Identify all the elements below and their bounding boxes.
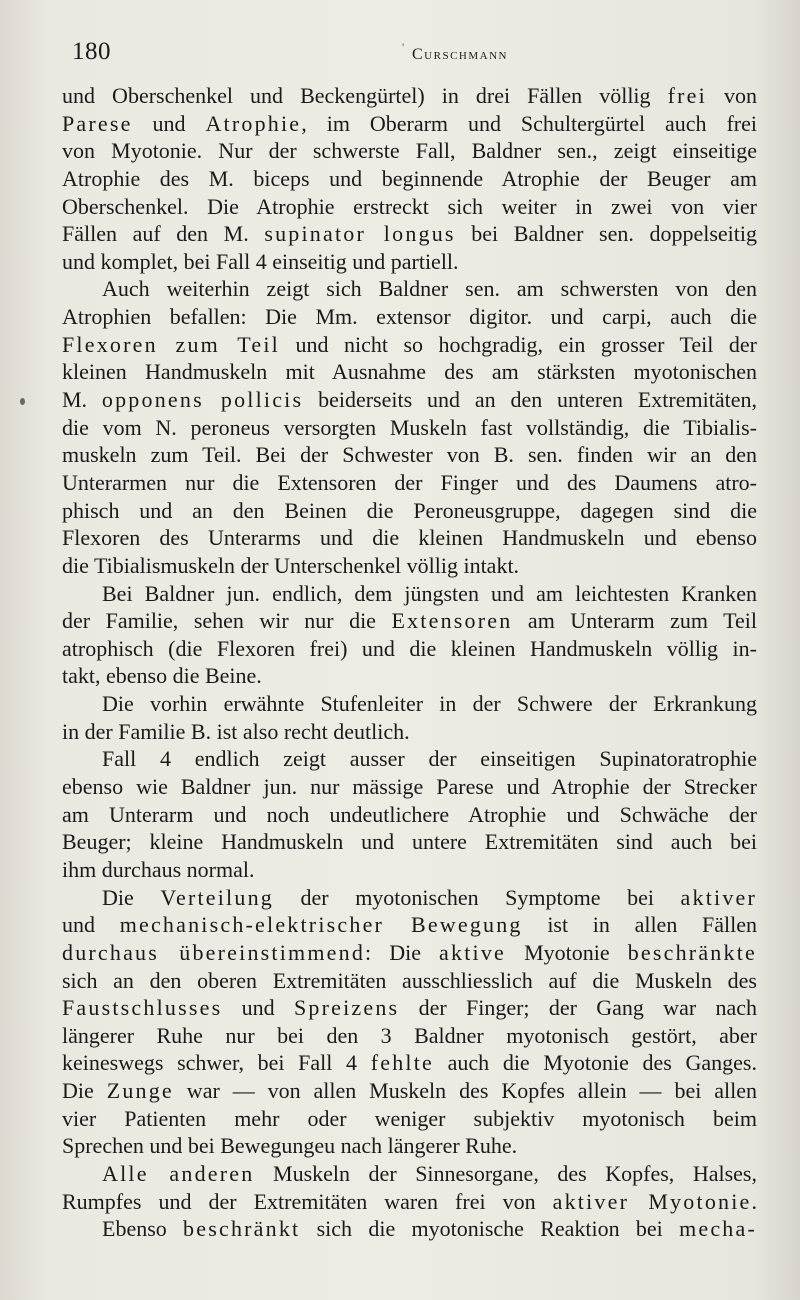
text-line [62,939,757,967]
text-line [62,718,757,746]
text-segment: Auch weiterhin zeigt sich Baldner sen. am schwersten von den [102,276,757,302]
spaced-emphasis: opponens pollicis [101,387,304,413]
text-line [62,1132,757,1160]
text-segment: keineswegs schwer, bei Fall 4 [62,1050,371,1076]
text-segment: sich die myotonische Reaktion bei [300,1216,680,1242]
text-line [62,552,757,580]
text-segment: die Tibialismuskeln der Unterschenkel völlig intakt. [62,552,520,578]
text-segment: phisch und an den Beinen die Peroneusgruppe, dagegen sind die [62,497,757,523]
text-segment: vier Patienten mehr oder weniger subjektiv myotonisch beim [62,1105,757,1131]
spaced-emphasis: Extensoren [391,608,513,634]
text-segment: war — von allen Muskeln des Kopfes allein — bei allen [173,1078,757,1104]
text-segment: sich an den oberen Extremitäten ausschliesslich auf die Muskeln des [62,967,757,993]
text-segment: und [222,995,294,1021]
text-line [62,137,757,165]
text-line [62,1049,757,1077]
spaced-emphasis: beschränkte [627,939,757,965]
text-segment: und Oberschenkel und Beckengürtel) in drei Fällen völlig [62,83,668,108]
text-line [62,386,757,414]
text-line [62,414,757,442]
page-number: 180 [72,38,111,65]
text-line [62,828,757,856]
text-line [62,82,757,110]
text-segment: M. [62,387,102,413]
spaced-emphasis: mecha- [679,1216,757,1242]
spaced-emphasis: fehlte [370,1050,434,1076]
spaced-emphasis: mechanisch-elektrischer Bewegung [119,912,523,938]
text-segment: Atrophie des M. biceps und beginnende Atrophie der Beuger am [62,165,757,191]
header-mark: ' [402,40,405,54]
text-segment: längerer Ruhe nur bei den 3 Baldner myotonisch gestört, aber [62,1022,757,1048]
spaced-emphasis: aktive [439,939,507,965]
spaced-emphasis: supinator longus [264,221,456,247]
text-segment: Sprechen und bei Bewegungeu nach längerer Ruhe. [62,1133,518,1159]
text-segment: auch die Myotonie des Ganges. [433,1050,757,1076]
text-segment: am Unterarm und noch undeutlichere Atrophie und Schwäche der [62,801,757,827]
spaced-emphasis: Zunge [106,1078,174,1104]
text-line [62,248,757,276]
text-segment: Myotonie [506,939,628,965]
text-segment: der Familie, sehen wir nur die [62,608,392,634]
spaced-emphasis: durchaus übereinstimmend [62,939,366,965]
text-line [62,110,757,138]
text-segment: Flexoren des Unterarms und die kleinen Handmuskeln und ebenso [62,525,757,551]
text-segment: atrophisch (die Flexoren frei) und die kleinen Handmuskeln völlig in- [62,635,757,661]
spaced-emphasis: aktiver [680,884,758,910]
text-line [62,524,757,552]
text-line [62,967,757,995]
text-line [62,1160,757,1188]
text-segment: von [706,83,758,108]
text-segment: Bei Baldner jun. endlich, dem jüngsten und am leichtesten Kranken [102,580,757,606]
text-segment: : Die [365,939,440,965]
text-line [62,220,757,248]
text-line [62,358,757,386]
text-line [62,165,757,193]
spaced-emphasis: Spreizens [293,995,400,1021]
text-line [62,635,757,663]
page-header [62,38,742,68]
text-line [62,662,757,690]
body-text [62,82,757,1243]
text-line [62,884,757,912]
text-segment: ist in allen Fällen [522,912,757,938]
text-line [62,441,757,469]
text-segment: Rumpfes und der Extremitäten waren frei von [62,1188,553,1214]
text-segment: der Finger; der Gang war nach [399,995,757,1021]
text-segment: Atrophien befallen: Die Mm. extensor digitor. und carpi, auch die [62,304,757,330]
text-segment: Fällen auf den M. [62,221,265,247]
text-segment: bei Baldner sen. doppelseitig [455,221,757,247]
text-segment: von Myotonie. Nur der schwerste Fall, Baldner sen., zeigt einseitige [62,138,757,164]
spaced-emphasis: Faustschlusses [62,995,223,1021]
text-line [62,994,757,1022]
text-segment: in der Familie B. ist also recht deutlich. [62,718,410,744]
text-line [62,911,757,939]
margin-mark [20,398,25,405]
text-segment: , im Oberarm und Schultergürtel auch frei [301,110,757,136]
text-segment: Oberschenkel. Die Atrophie erstreckt sich weiter in zwei von vier [62,193,757,219]
text-segment: . [751,1188,758,1214]
text-segment: Muskeln der Sinnesorgane, des Kopfes, Halses, [254,1160,757,1186]
text-line [62,303,757,331]
text-segment: der myotonischen Symptome bei [273,884,681,910]
running-head: Curschmann [412,46,508,63]
text-segment: Die [62,1078,107,1104]
spaced-emphasis: frei [667,83,707,108]
text-line [62,1105,757,1133]
text-line [62,469,757,497]
text-line [62,690,757,718]
text-segment: Die [102,884,161,910]
text-line [62,856,757,884]
text-segment: und nicht so hochgradig, ein grosser Teil der [279,331,757,357]
text-segment: und [132,110,206,136]
text-segment: muskeln zum Teil. Bei der Schwester von B. sen. finden wir an den [62,442,757,468]
text-segment: takt, ebenso die Beine. [62,663,262,689]
spaced-emphasis: Parese [62,110,133,136]
text-segment: und [62,912,120,938]
text-line [62,1077,757,1105]
text-segment: Ebenso [102,1216,184,1242]
text-line [62,1215,757,1243]
text-line [62,193,757,221]
text-segment: kleinen Handmuskeln mit Ausnahme des am stärksten myotonischen [62,359,757,385]
text-segment: Unterarmen nur die Extensoren der Finger und des Daumens atro- [62,469,757,495]
text-segment: Beuger; kleine Handmuskeln und untere Extremitäten sind auch bei [62,829,757,855]
spaced-emphasis: Flexoren zum Teil [62,331,280,357]
spaced-emphasis: Alle anderen [102,1160,255,1186]
text-line [62,331,757,359]
spaced-emphasis: Atrophie [205,110,302,136]
text-line [62,580,757,608]
text-segment: ebenso wie Baldner jun. nur mässige Parese und Atrophie der Strecker [62,774,757,800]
text-segment: am Unterarm zum Teil [512,608,757,634]
text-segment: die vom N. peroneus versorgten Muskeln fast vollständig, die Tibialis- [62,414,757,440]
text-segment: ihm durchaus normal. [62,856,255,882]
text-segment: Fall 4 endlich zeigt ausser der einseitigen Supinatoratrophie [102,746,757,772]
spaced-emphasis: Verteilung [160,884,274,910]
spaced-emphasis: beschränkt [183,1216,301,1242]
text-line [62,497,757,525]
text-line [62,275,757,303]
text-line [62,773,757,801]
text-line [62,801,757,829]
text-line [62,607,757,635]
text-segment: und komplet, bei Fall 4 einseitig und partiell. [62,248,459,274]
spaced-emphasis: aktiver Myotonie [552,1188,752,1214]
text-segment: beiderseits und an den unteren Extremitäten, [303,387,757,413]
text-segment: Die vorhin erwähnte Stufenleiter in der Schwere der Erkrankung [102,691,757,717]
text-line [62,1022,757,1050]
text-line [62,1188,757,1216]
text-line [62,745,757,773]
